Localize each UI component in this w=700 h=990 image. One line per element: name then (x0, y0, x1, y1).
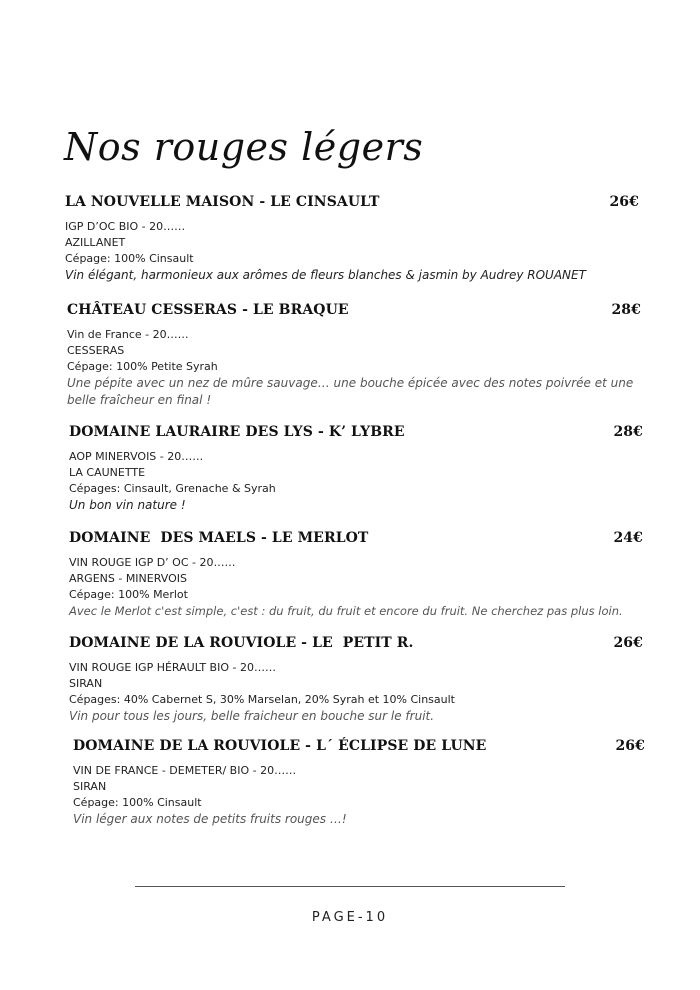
wine-appellation: VIN ROUGE IGP D’ OC - 20…… (69, 556, 236, 569)
wine-price: 28€ (611, 302, 641, 318)
wine-appellation: VIN DE FRANCE - DEMETER/ BIO - 20…… (73, 764, 297, 777)
wine-header (65, 194, 639, 210)
wine-description: Une pépite avec un nez de mûre sauvage… une bouche épicée avec des notes poivrée et une belle fraîcheur en final ! (67, 376, 634, 407)
wine-appellation: AOP MINERVOIS - 20…… (69, 450, 204, 463)
wine-grape: Cépage: 100% Merlot (69, 588, 188, 601)
wine-location: SIRAN (69, 677, 103, 690)
wine-location: ARGENS - MINERVOIS (69, 572, 187, 585)
wine-location: AZILLANET (65, 236, 126, 249)
wine-entry (69, 635, 643, 725)
wine-name: DOMAINE DES MAELS - LE MERLOT (69, 530, 369, 546)
wine-header (69, 635, 643, 651)
wine-price: 26€ (613, 635, 643, 651)
wine-entry (69, 424, 643, 514)
wine-entry (69, 530, 643, 620)
wine-entry (67, 302, 641, 409)
wine-appellation: Vin de France - 20…… (67, 328, 189, 341)
footer-divider (135, 886, 565, 887)
wine-price: 28€ (613, 424, 643, 440)
wine-location: CESSERAS (67, 344, 125, 357)
wine-appellation: VIN ROUGE IGP HÉRAULT BIO - 20…… (69, 661, 276, 674)
wine-entry (73, 738, 645, 828)
wine-name: CHÂTEAU CESSERAS - LE BRAQUE (67, 302, 349, 318)
wine-header (67, 302, 641, 318)
wine-description: Vin léger aux notes de petits fruits rouges …! (73, 812, 347, 826)
wine-name: DOMAINE DE LA ROUVIOLE - L´ ÉCLIPSE DE LUNE (73, 738, 487, 754)
wine-grape: Cépage: 100% Petite Syrah (67, 360, 218, 373)
wine-grape: Cépages: 40% Cabernet S, 30% Marselan, 20% Syrah et 10% Cinsault (69, 693, 455, 706)
wine-header (69, 530, 643, 546)
page-title: Nos rouges légers (64, 125, 424, 169)
wine-header (69, 424, 643, 440)
wine-header (73, 738, 645, 754)
wine-description: Avec le Merlot c'est simple, c'est : du fruit, du fruit et encore du fruit. Ne cherchez pas plus loin. (69, 604, 623, 618)
wine-location: LA CAUNETTE (69, 466, 146, 479)
wine-description: Vin pour tous les jours, belle fraicheur en bouche sur le fruit. (69, 709, 435, 723)
wine-grape: Cépage: 100% Cinsault (65, 252, 194, 265)
wine-appellation: IGP D’OC BIO - 20…… (65, 220, 186, 233)
wine-price: 24€ (613, 530, 643, 546)
wine-grape: Cépages: Cinsault, Grenache & Syrah (69, 482, 276, 495)
wine-description: Un bon vin nature ! (69, 498, 186, 512)
wine-price: 26€ (615, 738, 645, 754)
wine-grape: Cépage: 100% Cinsault (73, 796, 202, 809)
wine-name: DOMAINE DE LA ROUVIOLE - LE PETIT R. (69, 635, 414, 651)
wine-description: Vin élégant, harmonieux aux arômes de fleurs blanches & jasmin by Audrey ROUANET (65, 268, 586, 282)
wine-name: DOMAINE LAURAIRE DES LYS - K’ LYBRE (69, 424, 405, 440)
wine-price: 26€ (609, 194, 639, 210)
page-number: PAGE-10 (311, 910, 389, 925)
wine-entry (65, 194, 639, 284)
wine-location: SIRAN (73, 780, 107, 793)
wine-name: LA NOUVELLE MAISON - LE CINSAULT (65, 194, 380, 210)
